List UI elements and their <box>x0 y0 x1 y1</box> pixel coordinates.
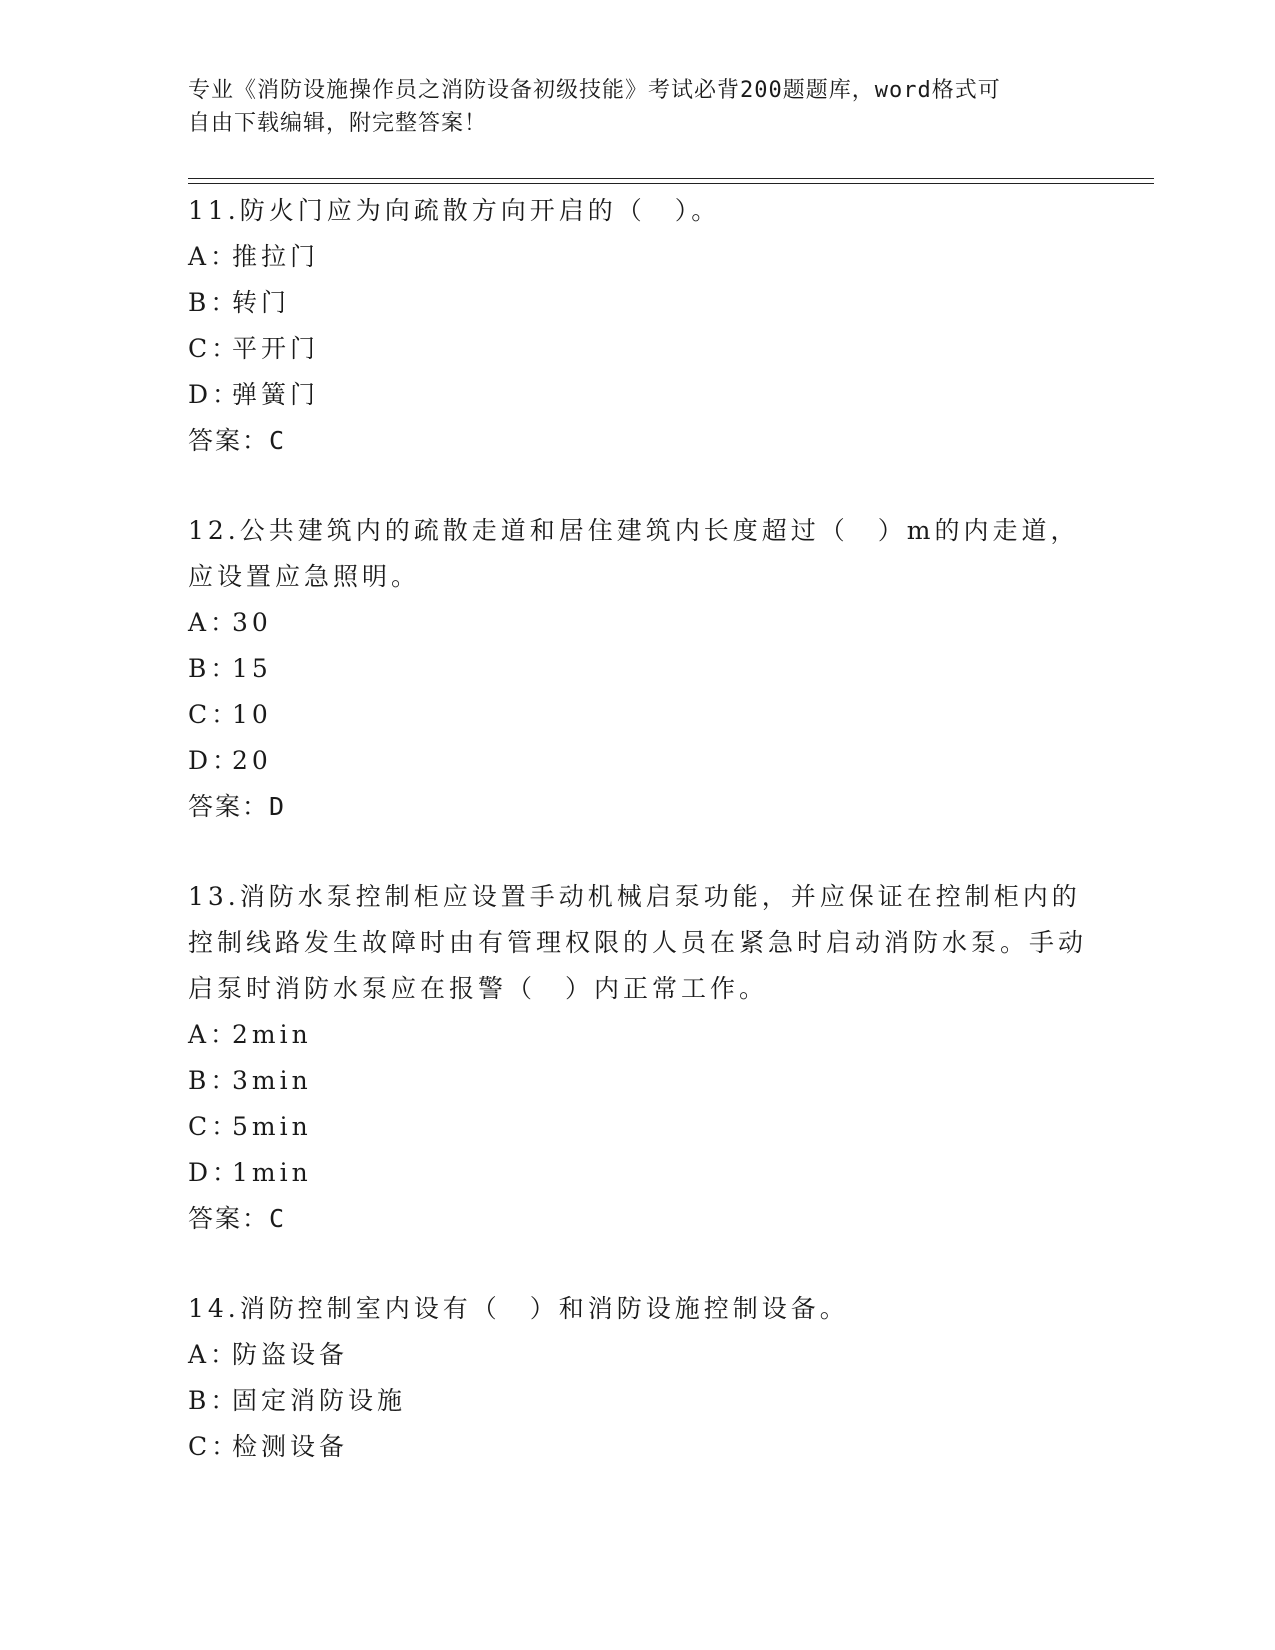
answer-line: 答案：D <box>188 792 287 821</box>
option-a <box>188 1332 1088 1378</box>
option-d <box>188 738 1088 784</box>
option-key: C： <box>188 700 241 729</box>
option-c <box>188 326 1088 372</box>
option-value: 检测设备 <box>232 1432 349 1461</box>
option-c <box>188 1104 1088 1150</box>
question-list <box>188 188 1088 1514</box>
option-value: 平开门 <box>232 334 320 363</box>
option-value: 转门 <box>232 288 291 317</box>
option-key: D： <box>188 746 242 775</box>
answer-line: 答案：C <box>188 426 287 455</box>
option-key: A： <box>188 1340 240 1369</box>
option-value: 弹簧门 <box>232 380 320 409</box>
option-value: 固定消防设施 <box>232 1386 407 1415</box>
option-value: 5min <box>232 1112 312 1141</box>
option-value: 防盗设备 <box>232 1340 349 1369</box>
option-key: A： <box>188 242 240 271</box>
question-text: 13.消防水泵控制柜应设置手动机械启泵功能，并应保证在控制柜内的控制线路发生故障时由有管理权限的人员在紧急时启动消防水泵。手动启泵时消防水泵应在报警（ ）内正常工作。 <box>188 882 1088 1003</box>
option-a <box>188 234 1088 280</box>
header-divider-bottom <box>188 183 1154 184</box>
option-d <box>188 1150 1088 1196</box>
answer-line: 答案：C <box>188 1204 287 1233</box>
option-key: B： <box>188 1066 240 1095</box>
option-c <box>188 1424 1088 1470</box>
question-text: 14.消防控制室内设有（ ）和消防设施控制设备。 <box>188 1294 849 1323</box>
document-header <box>188 74 1068 140</box>
question-text: 12.公共建筑内的疏散走道和居住建筑内长度超过（ ）m的内走道，应设置应急照明。 <box>188 516 1080 591</box>
option-b <box>188 646 1088 692</box>
option-key: B： <box>188 654 240 683</box>
option-value: 1min <box>232 1158 312 1187</box>
question-block <box>188 1286 1088 1470</box>
option-value: 10 <box>232 700 272 729</box>
option-key: D： <box>188 380 242 409</box>
header-line-2: 自由下载编辑，附完整答案！ <box>188 111 488 136</box>
header-line-1: 专业《消防设施操作员之消防设备初级技能》考试必背200题题库，word格式可 <box>188 78 1001 103</box>
option-d <box>188 372 1088 418</box>
option-key: C： <box>188 334 241 363</box>
question-block <box>188 188 1088 464</box>
header-divider-top <box>188 178 1154 179</box>
option-value: 20 <box>232 746 272 775</box>
option-value: 3min <box>232 1066 312 1095</box>
option-value: 推拉门 <box>232 242 320 271</box>
question-block <box>188 874 1088 1242</box>
option-key: B： <box>188 1386 240 1415</box>
option-a <box>188 1012 1088 1058</box>
option-c <box>188 692 1088 738</box>
question-block <box>188 508 1088 830</box>
option-b <box>188 280 1088 326</box>
option-key: A： <box>188 608 240 637</box>
option-b <box>188 1058 1088 1104</box>
option-value: 30 <box>232 608 272 637</box>
question-text: 11.防火门应为向疏散方向开启的（ ）。 <box>188 196 721 225</box>
option-a <box>188 600 1088 646</box>
option-value: 2min <box>232 1020 312 1049</box>
option-key: C： <box>188 1112 241 1141</box>
option-key: A： <box>188 1020 240 1049</box>
option-key: C： <box>188 1432 241 1461</box>
option-b <box>188 1378 1088 1424</box>
option-key: D： <box>188 1158 242 1187</box>
option-value: 15 <box>232 654 272 683</box>
option-key: B： <box>188 288 240 317</box>
